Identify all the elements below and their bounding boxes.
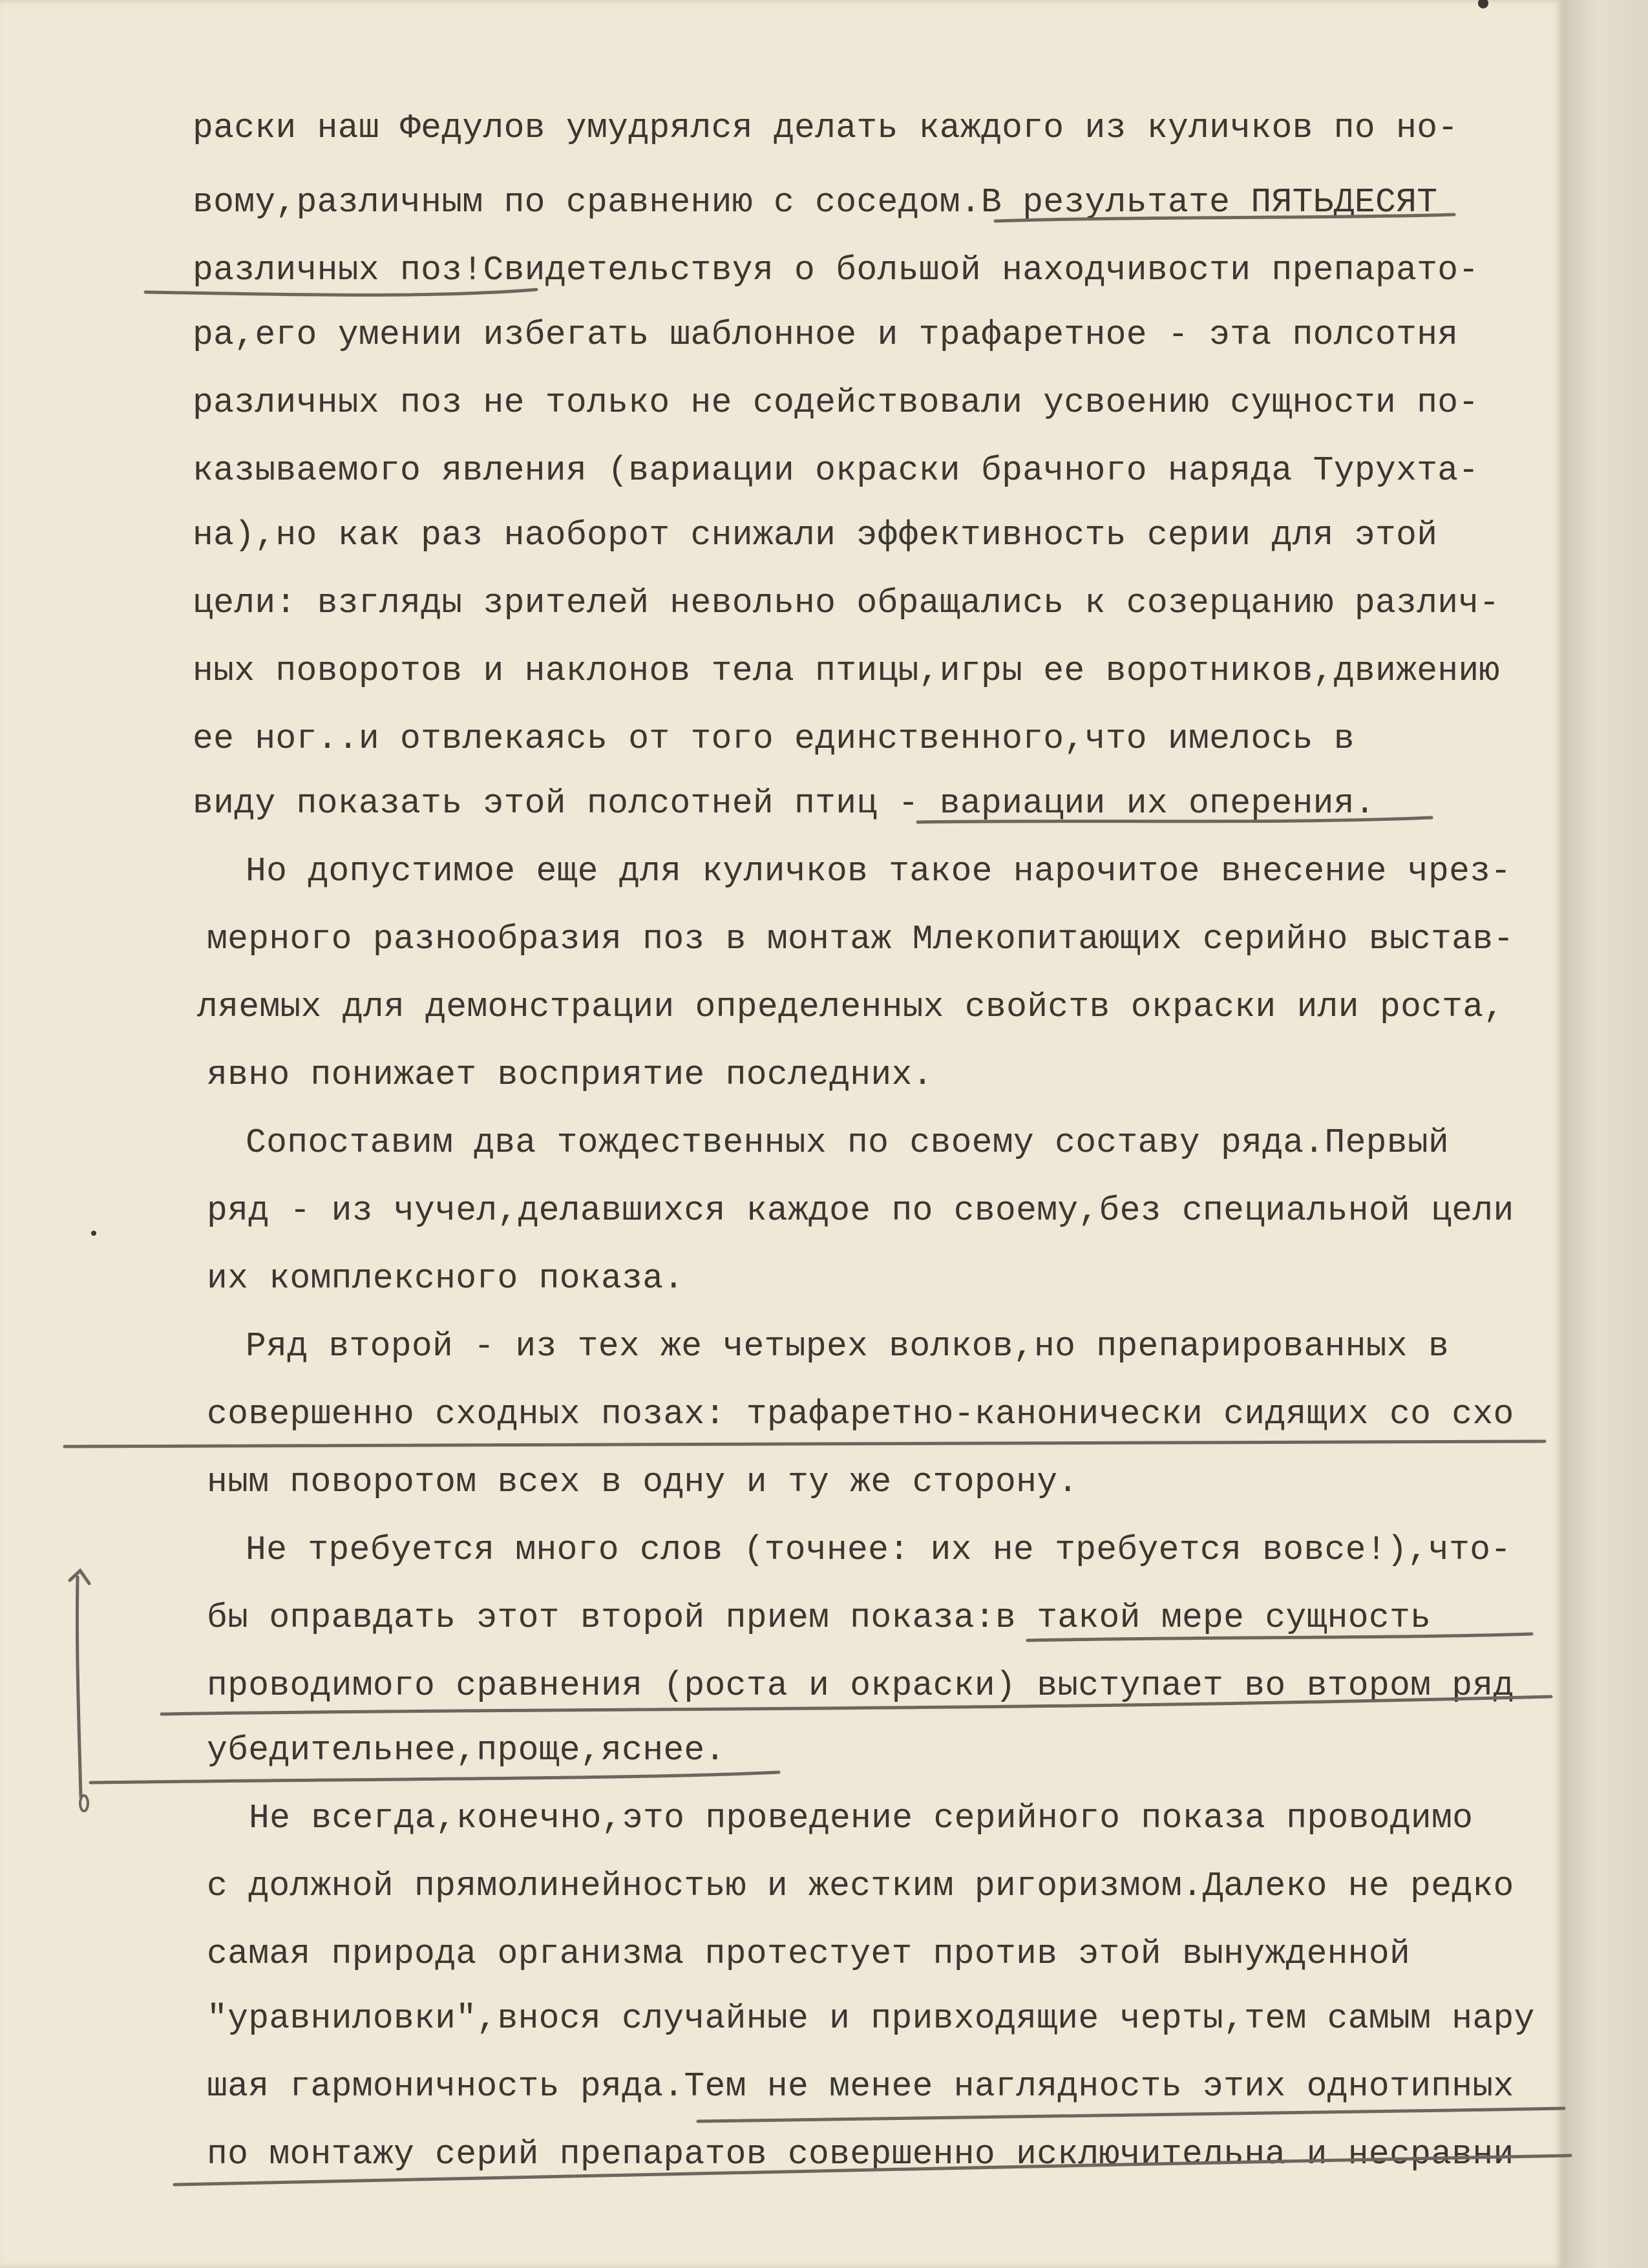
text-line: убедительнее,проще,яснее. xyxy=(207,1731,726,1770)
text-line: шая гармоничность ряда.Тем не менее наглядность этих однотипных xyxy=(207,2067,1514,2106)
text-line: различных поз!Свидетельствуя о большой находчивости препарато- xyxy=(193,251,1479,290)
paragraph-first-line: Сопоставим два тождественных по своему составу ряда.Первый xyxy=(246,1123,1450,1162)
text-line: ра,его умении избегать шаблонное и трафаретное - эта полсотня xyxy=(193,315,1459,354)
text-line: на),но как раз наоборот снижали эффективность серии для этой xyxy=(193,516,1438,555)
text-line: совершенно сходных позах: трафаретно-канонически сидящих со схо xyxy=(207,1395,1514,1434)
paragraph-first-line: Ряд второй - из тех же четырех волков,но препарированных в xyxy=(246,1327,1450,1366)
text-line: виду показать этой полсотней птиц - вариации их оперения. xyxy=(193,784,1375,823)
text-line: явно понижает восприятие последних. xyxy=(207,1055,933,1094)
text-line: ряд - из чучел,делавшихся каждое по своему,без специальной цели xyxy=(207,1191,1514,1230)
scan-background-edge xyxy=(1563,0,1648,2268)
text-line: вому,различным по сравнению с соседом.В результате ПЯТЬДЕСЯТ xyxy=(193,183,1438,222)
text-line: казываемого явления (вариации окраски брачного наряда Турухта- xyxy=(193,451,1479,490)
text-line: раски наш Федулов умудрялся делать каждого из куличков по но- xyxy=(193,109,1459,147)
text-line: ляемых для демонстрации определенных свойств окраски или роста, xyxy=(197,988,1505,1026)
paragraph-first-line: Но допустимое еще для куличков такое нарочитое внесение чрез- xyxy=(246,852,1512,891)
paragraph-first-line: Не всегда,конечно,это проведение серийного показа проводимо xyxy=(249,1799,1474,1838)
text-line: различных поз не только не содействовали усвоению сущности по- xyxy=(193,383,1479,422)
text-line: цели: взгляды зрителей невольно обращались к созерцанию различ- xyxy=(193,584,1500,622)
text-line: "уравниловки",внося случайные и привходящие черты,тем самым нару xyxy=(207,1999,1535,2038)
text-line: ных поворотов и наклонов тела птицы,игры ее воротников,движению xyxy=(193,652,1500,690)
text-line: по монтажу серий препаратов совершенно исключительна и несравни xyxy=(207,2135,1514,2174)
text-line: их комплексного показа. xyxy=(207,1259,684,1298)
text-line: ее ног..и отвлекаясь от того единственного,что имелось в xyxy=(193,719,1355,758)
text-line: с должной прямолинейностью и жестким ригоризмом.Далеко не редко xyxy=(207,1867,1514,1905)
text-line: ным поворотом всех в одну и ту же сторону. xyxy=(207,1463,1079,1501)
paragraph-first-line: Не требуется много слов (точнее: их не требуется вовсе!),что- xyxy=(246,1531,1512,1569)
text-line: проводимого сравнения (роста и окраски) выступает во втором ряд xyxy=(207,1666,1514,1705)
text-line: мерного разнообразия поз в монтаж Млекопитающих серийно выстав- xyxy=(207,920,1514,959)
text-line: бы оправдать этот второй прием показа:в такой мере сущность xyxy=(207,1598,1431,1637)
text-line: самая природа организма протестует против этой вынужденной xyxy=(207,1934,1411,1973)
